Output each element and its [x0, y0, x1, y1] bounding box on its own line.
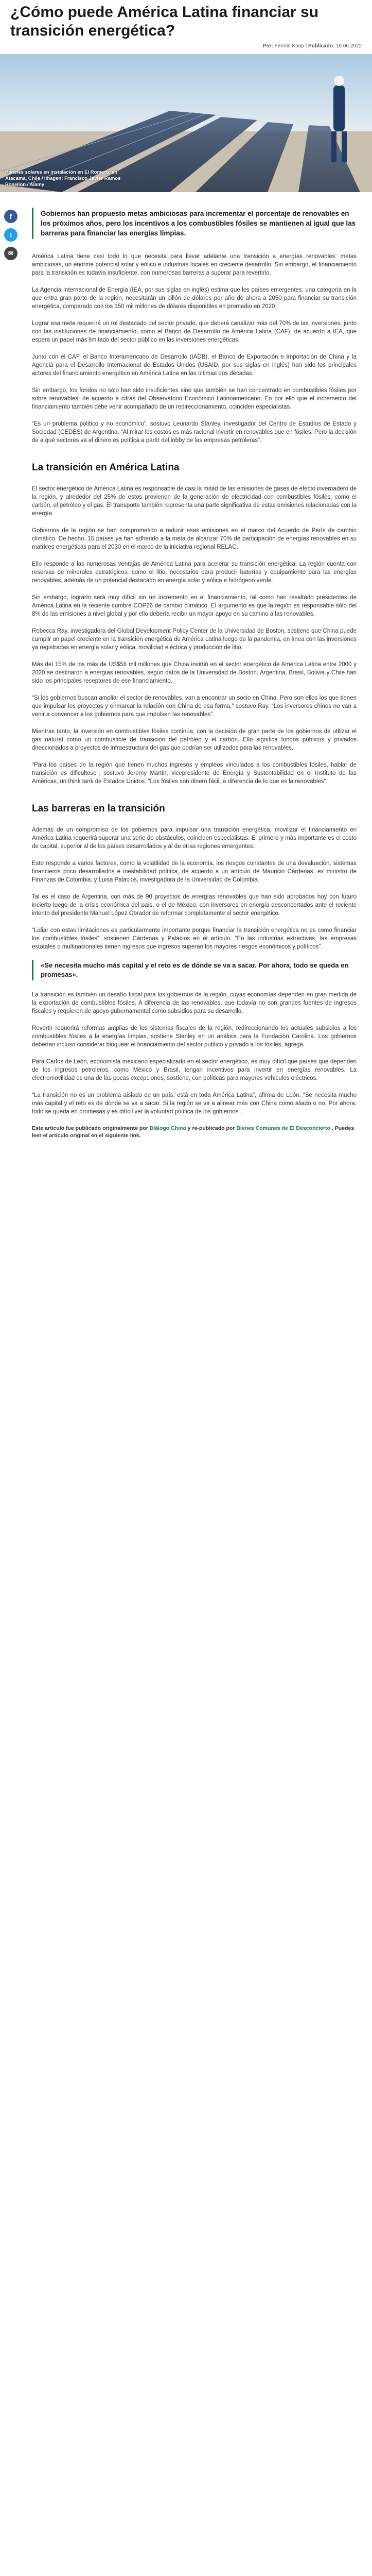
paragraph: Además de un compromiso de los gobiernos para impulsar una transición energética, movilizar el financiamiento en América Latina requerirá superar una serie de obstáculos, coinciden especialistas. El primero y más importante es el costo de capital, superior al de los países desarrollados y al de otras regiones emergentes.: [32, 827, 357, 850]
dialogo-chino-link[interactable]: Diálogo Chino: [149, 1125, 186, 1131]
hero-image: [0, 54, 372, 192]
bienes-comunes-link[interactable]: Bienes Comunes de El Desconcierto: [236, 1125, 330, 1131]
facebook-share-icon[interactable]: f: [4, 210, 17, 223]
paragraph: Lograr esa meta requerirá un rol destacado del sector privado, que deberá canalizar más del 70% de las inversiones, junto con las instituciones de financiamiento, como el Banco de Desarrollo de América Latina (CAF), de acuerdo a IEA, que espera un papel más limitado del sector público en las inversiones energéticas.: [32, 320, 357, 343]
paragraph: Mientras tanto, la inversión en combustibles fósiles continúa, con la decisión de gran parte de los gobiernos de utilizar el gas natural como un combustible de transición del petróleo y el carbón. Ello significa fondos públicos y privados direccionados a proyectos de infraestructura del gas que podrían ser utilizados para las renovables.: [32, 728, 357, 751]
article-page: [0, 0, 372, 1160]
paragraph: Ello responde a las numerosas ventajas de América Latina para acelerar su transición energética. La región cuenta con reservas de minerales estratégicos, como el litio, necesarios para producir baterías y equipamiento para las energías renovables, además de un potencial destacado en energía solar y eólica e hidrógeno verde.: [32, 561, 357, 584]
article-content: [27, 252, 357, 1139]
paragraph: Sin embargo, los fondos no sólo han sido insuficientes sino que también se han concentrado en combustibles fósiles por sobre renovables, de acuerdo a cifras del Observatorio Económico Latinoamericano. En por ello que el incremento del financiamiento también debe venir acompañado de un redireccionamiento, coinciden especialistas.: [32, 387, 357, 410]
paragraph: Esto responde a varios factores, como la volatilidad de la economía, los riesgos constantes de una devaluación, sistemas financieros poco desarrollados e inestabilidad política, de acuerdo a un artículo de Mauricio Cárdenas, ex ministro de Finanzas de Colombia, y Luisa Palacios, investigadora de la Universidad de Colombia.: [32, 860, 357, 883]
author-name[interactable]: Fermin Koop: [274, 43, 304, 49]
article-body: [0, 192, 372, 1139]
republish-text-a: Este artículo fue publicado originalmente por: [32, 1125, 148, 1131]
paragraph: “Si los gobiernos buscan ampliar el sector de renovables, van a encontrar un socio en China. Pero son ellos los que tienen que impulsar los proyectos y enmarcar la relación con China de esa forma,” sostuvo Ray. “Los inversores chinos no van a venir a convencer a los gobiernos para que impulsen las renovables”.: [32, 695, 357, 718]
email-share-icon[interactable]: ✉: [4, 247, 17, 260]
paragraph: Junto con el CAF, el Banco Interamericano de Desarrollo (IADB), el Banco de Exportación e Importación de China y la Agencia para el Desarrollo Internacional de Estados Unidos (USAID, por sus siglas en inglés) han sido los principales actores del financiamiento energético en América Latina en las últimas dos décadas.: [32, 354, 357, 377]
paragraph: El sector energético de América Latina es responsable de casi la mitad de las emisiones de gases de efecto invernadero de la región, y alrededor del 25% de estos provienen de la generación de electricidad con combustibles fósiles, como el carbón, el petróleo y el gas. El transporte también representa una parte significativa de estas emisiones relacionadas con la energía.: [32, 486, 357, 517]
republish-note: [32, 1125, 357, 1139]
twitter-share-icon[interactable]: t: [4, 228, 17, 242]
section-heading: La transición en América Latina: [32, 462, 180, 473]
republish-text-c: . Puedes leer el artículo original en el siguiente link.: [32, 1125, 355, 1139]
byline: [0, 40, 372, 54]
paragraph: “Es un problema político y no económico”, sostuvo Leonardo Stanley, investigador del Centro de Estudios de Estado y Sociedad (CEDES) de Argentina. “Al mirar los costos es más racional invertir en renovables que en fósiles. Pero la decisión de a qué sectores va el dinero es política a partir del lobby de las empresas petroleras”.: [32, 421, 357, 444]
paragraph: Rebecca Ray, investigadora del Global Development Policy Center de la Universidad de Boston, sostiene que China puede cumplir un papel creciente en la transición energética de América Latina luego de la pandemia, en línea con las inversiones ya registradas en energía solar y eólica, movilidad eléctrica y producción de litio.: [32, 628, 357, 651]
paragraph: Revertir requerirá reformas amplias de los sistemas fiscales de la región, redireccionando los actuales subsidios a los combustibles fósiles a la energías limpias, sostiene Stanley en un análisis para la Fundación Carolina. Los gobiernos deberían incluso considerar bloquear el financiamiento del sector público y privado a los fósiles, agrega.: [32, 1025, 357, 1048]
paragraph: La transición es también un desafío fiscal para los gobiernos de la región, cuyas economías dependen en gran medida de la exportación de combustibles fósiles. A diferencia de las renovables, que todavía no son grandes fuentes de ingresos fiscales y requieren de apoyo gubernamental como subsidios para su desarrollo.: [32, 992, 357, 1014]
paragraph: Sin embargo, lograrlo será muy difícil sin un incremento en el financiamiento, tal como han resaltado presidentes de América Latina en la reciente cumbre COP26 de cambio climático. El argumento es que la región es responsable sólo del 8% de las emisiones a nivel global y por ello debería recibir un mayor apoyo en su camino a las renovables.: [32, 595, 357, 617]
article-title: ¿Cómo puede América Latina financiar su transición energética?: [10, 4, 319, 39]
paragraph: América Latina tiene casi todo lo que necesita para llevar adelante una transición a energías renovables: metas ambiciosas, un enorme potencial solar y eólico e industrias locales en creciente desarrollo. Sin embargo, el financiamiento para la transición es todavía insuficiente, con numerosas barreras a superar para revertirlo.: [32, 253, 357, 276]
byline-by-label: Por:: [262, 43, 273, 49]
byline-separator: |: [305, 43, 307, 49]
paragraph: “Para los países de la región que tienen muchos ingresos y empleos vinculados a los combustibles fósiles, hablar de transición es dificultoso”, sostuvo Jeremy Martin, vicepresidente de Energía y Sustentabilidad en el Instituto de las Américas, un think tank de Estados Unidos. “Los fósiles son dinero fácil, a diferencia de lo que es la renovables”.: [32, 762, 357, 785]
paragraph: Para Carlos de León, economista mexicano especializado en el sector energético, es muy difícil que países que dependen de los ingresos petroleros, como México y Brasil, tengan incentivos para invertir en energías renovables. La electromovilidad es una de las pocas excepciones, sostiene, con políticas para mayores vehículos eléctricos.: [32, 1059, 357, 1081]
pull-quote: «Se necesita mucho más capital y el reto es de dónde se va a sacar. Por ahora, todo se queda en promesas».: [32, 960, 357, 980]
section-heading: Las barreras en la transición: [32, 803, 165, 814]
hero-caption: Paneles solares en instalación en El Romero, en Atacama, Chile / Imagen: Francisco Javier Ramos Rosellon / Alamy: [5, 170, 121, 188]
paragraph: “La transición no es un problema aislado de un país, está en toda América Latina”, afirma de León. “Se necesita mucho más capital y el reto es de dónde se va a sacar. Si la región se va a alinear más con China como aliado o no. Por ahora, todo se queda en promesas y es difícil ver la voluntad política de los gobiernos”.: [32, 1092, 357, 1115]
paragraph: “Lidiar con estas limitaciones es particularmente importante porque financiar la transición energética no es como financiar los combustibles fósiles”, sostienen Cárdenas y Palacios en el artículo. “En las industrias extractivas, las empresas estatales o multinacionales tienen ingresos que ingresos superan los mayores riesgos económicos y políticos”.: [32, 927, 357, 950]
republish-text-b: y re-publicado por: [187, 1125, 235, 1131]
paragraph: La Agencia Internacional de Energía (IEA, por sus siglas en inglés) estima que los países emergentes, una categoría en la que entra gran parte de la región, necesitarán un billón de dólares por año de ahora a 2050 para financiar su transición energética, comparado con los 150 mil millones de dólares disponibles en promedio en 2020.: [32, 287, 357, 310]
byline-published-label: Publicado:: [308, 43, 335, 49]
paragraph: Tal es el caso de Argentina, con más de 90 proyectos de energías renovables que han sido aprobados hoy con futuro incierto luego de la crisis económica del país, o el de México, con inversores en energía desconcertados ante el reciente intento del presidente Manuel López Obrador de reformar completamente el sector energético.: [32, 894, 357, 917]
article-lead: Gobiernos han propuesto metas ambiciosas para incrementar el porcentaje de renovables en los próximos años, pero los incentivos a los combustibles fósiles se mantienen al igual que las barreras para financiar las energías limpias.: [32, 208, 357, 239]
paragraph: Más del 15% de los más de US$58 mil millones que China invirtió en el sector energético de América Latina entre 2000 y 2020 se destinaron a energías renovables, según datos de la Universidad de Boston. Argentina, Brasil, Bolivia y Chile han sido los principales receptores de ese financiamiento.: [32, 662, 357, 684]
publish-date: 10.06.2022: [335, 43, 362, 49]
paragraph: Gobiernos de la región se han comprometido a reducir esas emisiones en el marco del Acuerdo de París de cambio climático. De hecho, 15 países ya han adherido a la meta de alcanzar 70% de participación de energías renovables en su matrices energéticas para el 2030 en el marco de la iniciativa regional RELAC.: [32, 528, 357, 550]
share-bar: [4, 210, 17, 265]
